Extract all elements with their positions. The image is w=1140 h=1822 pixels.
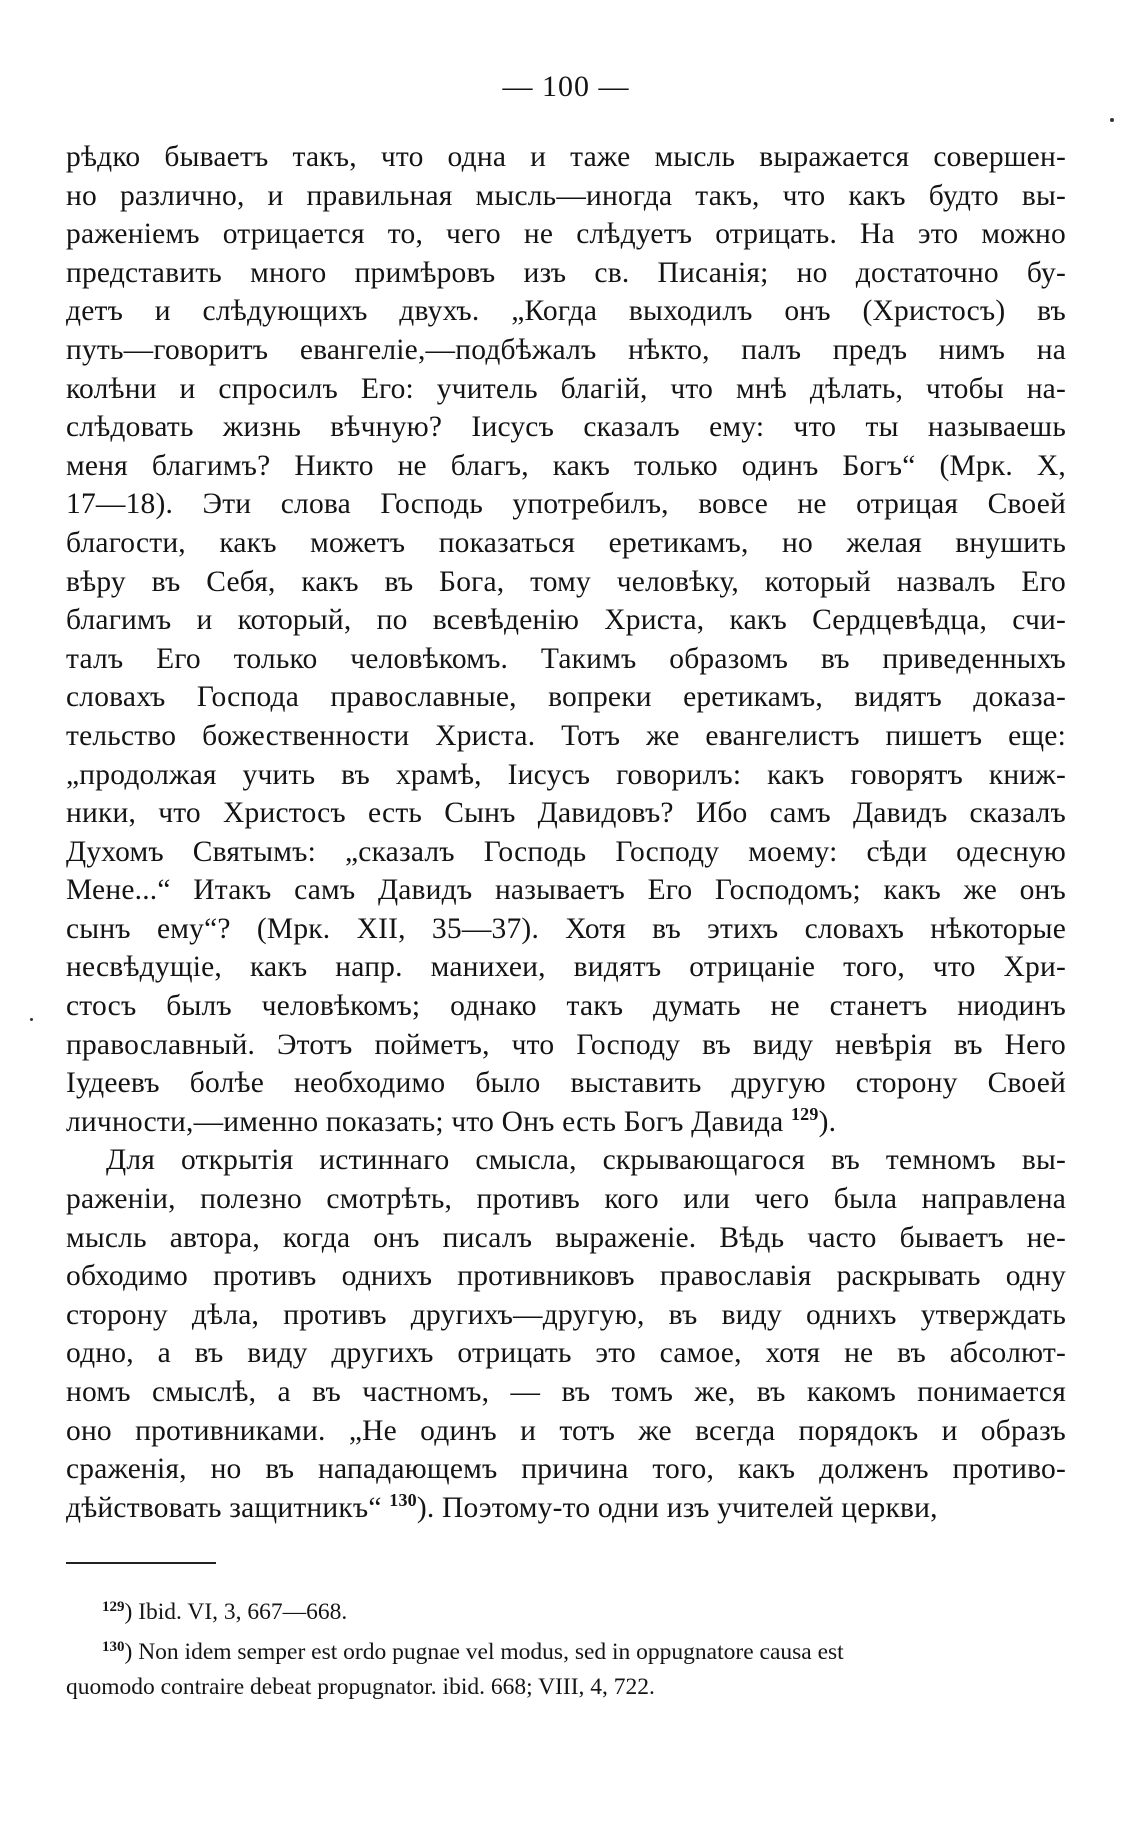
text-line: слѣдовать жизнь вѣчную? Іисусъ сказалъ ему: что ты называешь [66, 411, 1066, 444]
text-line: благимъ и который, по всевѣденію Христа, какъ Сердцевѣдца, счи- [66, 604, 1066, 637]
text-line: ники, что Христосъ есть Сынъ Давидовъ? Ибо самъ Давидъ сказалъ [66, 797, 1066, 830]
paragraph-2-last-line [66, 1489, 1066, 1528]
footnotes [66, 1590, 1066, 1705]
text-line: оно противниками. „Не одинъ и тотъ же всегда порядокъ и образъ [66, 1414, 1066, 1447]
text-line: стосъ былъ человѣкомъ; однако такъ думать не станетъ ниодинъ [66, 990, 1066, 1023]
text-line: тельство божественности Христа. Тотъ же евангелистъ пишетъ еще: [66, 719, 1066, 752]
paragraph-2-last-text-b: ). Поэтому-то одни изъ учителей церкви, [416, 1491, 938, 1524]
footnote-text: quomodo contraire debeat propugnator. ibid. 668; VIII, 4, 722. [66, 1674, 655, 1700]
footnote-line [66, 1630, 1066, 1670]
footnote-number: 130 [102, 1639, 125, 1655]
text-line: рѣдко бываетъ такъ, что одна и таже мысль выражается совершен- [66, 141, 1066, 173]
text-line: меня благимъ? Никто не благъ, какъ только одинъ Богъ“ (Мрк. X, [66, 449, 1066, 482]
page-number: — 100 — [502, 70, 630, 103]
text-line: раженіи, полезно смотрѣть, противъ кого или чего была направлена [66, 1183, 1066, 1216]
text-line: детъ и слѣдующихъ двухъ. „Когда выходилъ онъ (Христосъ) въ [66, 295, 1066, 328]
text-line: вѣру въ Себя, какъ въ Бога, тому человѣку, который назвалъ Его [66, 565, 1066, 598]
footnote-number: 129 [102, 1599, 125, 1615]
text-line: представить много примѣровъ изъ св. Писанія; но достаточно бу- [66, 256, 1066, 289]
footnote-ref-130: 130 [389, 1489, 417, 1510]
book-page [66, 0, 1066, 1822]
text-line: Духомъ Святымъ: „сказалъ Господь Господу моему: сѣди одесную [66, 835, 1066, 868]
paragraph-1 [66, 138, 1066, 1103]
text-line: обходимо противъ однихъ противниковъ православія раскрывать одну [66, 1260, 1066, 1293]
text-line: несвѣдущіе, какъ напр. манихеи, видятъ отрицаніе того, что Хри- [66, 951, 1066, 984]
paragraph-1-last-text: личности,—именно показать; что Онъ есть Богъ Давида [66, 1105, 791, 1138]
text-line: православный. Этотъ пойметъ, что Господу въ виду невѣрія въ Него [66, 1028, 1066, 1061]
footnote-line [66, 1670, 1066, 1705]
text-line: но различно, и правильная мысль—иногда такъ, что какъ будто вы- [66, 179, 1066, 212]
main-text [66, 138, 1066, 1527]
text-line: 17—18). Эти слова Господь употребилъ, вовсе не отрицая Своей [66, 488, 1066, 521]
text-line: сынъ ему“? (Мрк. XII, 35—37). Хотя въ этихъ словахъ нѣкоторые [66, 912, 1066, 945]
text-line: Мене...“ Итакъ самъ Давидъ называетъ Его Господомъ; какъ же онъ [66, 874, 1066, 907]
text-line: сраженія, но въ нападающемъ причина того, какъ долженъ противо- [66, 1453, 1066, 1486]
footnote-divider [66, 1562, 216, 1564]
text-line: мысль автора, когда онъ писалъ выраженіе. Вѣдь часто бываетъ не- [66, 1221, 1066, 1254]
text-line: талъ Его только человѣкомъ. Такимъ образомъ въ приведенныхъ [66, 642, 1066, 675]
text-line: колѣни и спросилъ Его: учитель благій, что мнѣ дѣлать, чтобы на- [66, 372, 1066, 405]
text-line: благости, какъ можетъ показаться еретикамъ, но желая внушить [66, 526, 1066, 559]
paragraph-2 [66, 1141, 1066, 1488]
text-line: „продолжая учить въ храмѣ, Іисусъ говорилъ: какъ говорятъ книж- [66, 758, 1066, 791]
text-line: раженіемъ отрицается то, чего не слѣдуетъ отрицать. На это можно [66, 218, 1066, 251]
print-speck [1110, 118, 1114, 122]
footnote-text: ) Ibid. VI, 3, 667—668. [124, 1599, 348, 1625]
footnote-line [66, 1590, 1066, 1630]
paragraph-1-last-end: ). [818, 1105, 837, 1138]
footnote-text: ) Non idem semper est ordo pugnae vel modus, sed in oppugnatore causa est [124, 1639, 844, 1665]
print-speck [30, 1018, 33, 1021]
text-line: путь—говоритъ евангеліе,—подбѣжалъ нѣкто, палъ предъ нимъ на [66, 333, 1066, 366]
paragraph-2-last-text-a: дѣйствовать защитникъ“ [66, 1491, 390, 1524]
text-line: Іудеевъ болѣе необходимо было выставить другую сторону Своей [66, 1067, 1066, 1100]
text-line: Для открытія истиннаго смысла, скрывающагося въ темномъ вы- [106, 1144, 1066, 1177]
text-line: одно, а въ виду другихъ отрицать это самое, хотя не въ абсолют- [66, 1337, 1066, 1370]
text-line: словахъ Господа православные, вопреки еретикамъ, видятъ доказа- [66, 681, 1066, 714]
paragraph-1-last-line [66, 1103, 1066, 1142]
text-line: номъ смыслѣ, а въ частномъ, — въ томъ же, въ какомъ понимается [66, 1376, 1066, 1408]
footnote-ref-129: 129 [790, 1103, 819, 1124]
text-line: сторону дѣла, противъ другихъ—другую, въ виду однихъ утверждать [66, 1298, 1066, 1331]
